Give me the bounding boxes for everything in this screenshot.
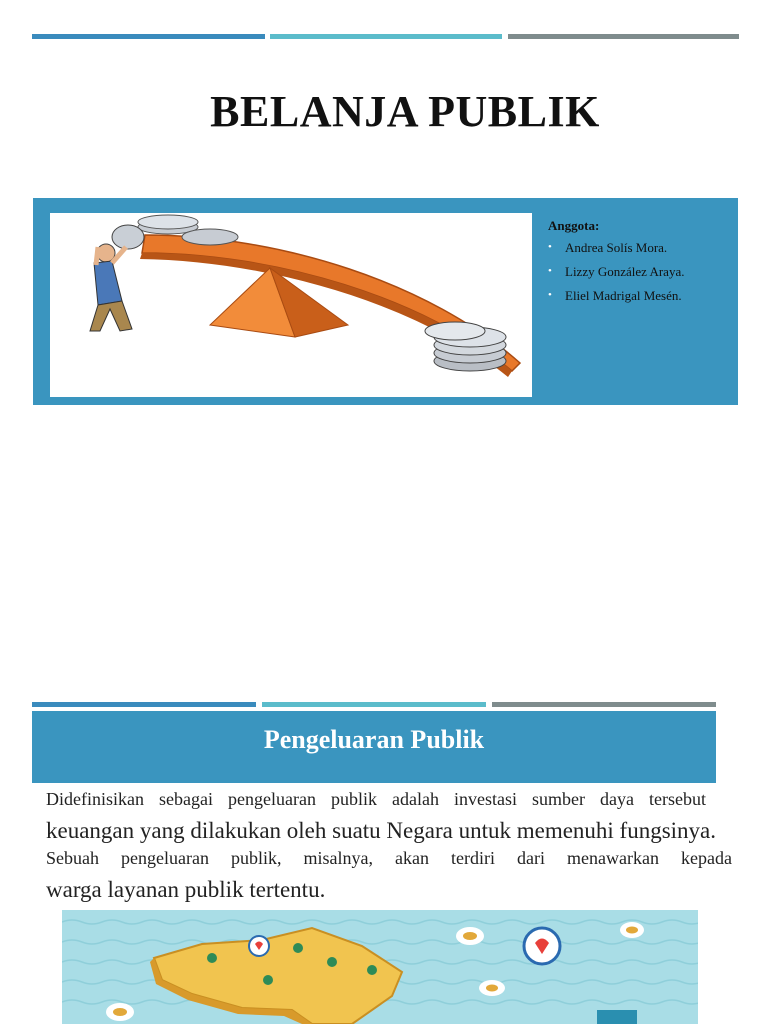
seesaw-coins-illustration [50,213,532,397]
paragraph1-line1: Didefinisikan sebagai pengeluaran publik adalah investasi sumber daya tersebut [46,789,706,809]
top-bar-blue [32,34,265,39]
bullet-icon: • [548,241,552,253]
top-bar-gray [508,34,739,39]
section-title: Pengeluaran Publik [263,725,485,754]
members-box [548,218,733,311]
list-item: • Andrea Solís Mora. [548,240,668,255]
person-icon [90,225,144,331]
members-heading: Anggota: [548,218,600,233]
top-bar-teal [270,34,502,39]
bullet-icon: • [548,289,552,301]
slide-title: BELANJA PUBLIK [210,87,600,136]
members-list [548,239,733,304]
list-item: • Lizzy González Araya. [548,264,685,279]
slide2-bar-teal [262,702,486,707]
list-item: • Eliel Madrigal Mesén. [548,288,682,303]
slide2-bar-gray [492,702,716,707]
section-title-bar [32,711,716,783]
paragraph2-line2: warga layanan publik tertentu. [46,877,326,902]
slide2-bar-blue [32,702,256,707]
paragraph2-line1: Sebuah pengeluaran publik, misalnya, akan terdiri dari menawarkan kepada [46,848,732,868]
bullet-icon: • [548,265,552,277]
paragraph1-line2: keuangan yang dilakukan oleh suatu Negara untuk memenuhi fungsinya. [46,818,717,843]
island-map-illustration [62,910,698,1024]
